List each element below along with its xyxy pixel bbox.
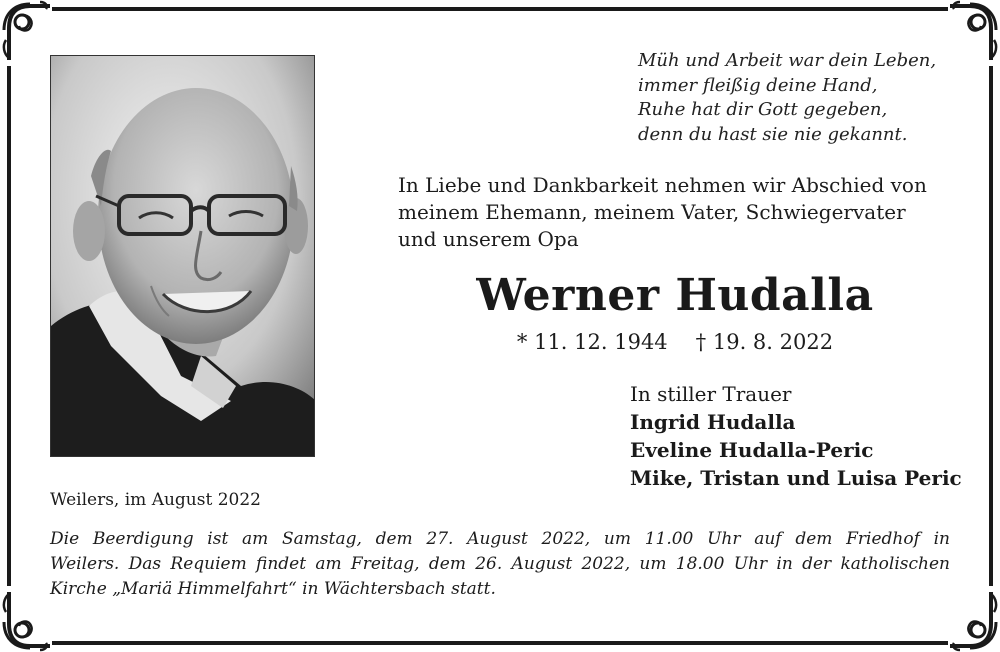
frame-left-line [7,66,11,586]
poem [638,49,978,147]
frame-right-line [989,66,993,586]
frame-bottom-line [52,641,948,645]
intro-line: In Liebe und Dankbarkeit nehmen wir Abschied von [398,173,927,197]
funeral-notice [50,527,950,602]
farewell-intro [398,172,978,253]
death-date: † 19. 8. 2022 [695,330,834,354]
poem-line: Müh und Arbeit war dein Leben, [638,50,937,71]
mourner-name: Mike, Tristan und Luisa Peric [630,466,962,490]
place-date: Weilers, im August 2022 [50,490,261,510]
funeral-line: Weilers. Das Requiem findet am Freitag, dem 26. August 2022, um 18.00 Uhr in der katholischen [50,554,950,574]
poem-line: immer fleißig deine Hand, [638,74,878,96]
mourner-name: Eveline Hudalla-Peric [630,438,874,462]
portrait-illustration [51,56,315,457]
ornamental-corner-icon [950,590,1000,652]
mourners-block [630,380,990,492]
intro-line: meinem Ehemann, meinem Vater, Schwiegervater [398,200,906,224]
mourner-name: Ingrid Hudalla [630,410,796,434]
poem-line: denn du hast sie nie gekannt. [638,123,908,145]
birth-date: * 11. 12. 1944 [516,330,668,354]
poem-line: Ruhe hat dir Gott gegeben, [638,99,888,120]
funeral-line: Die Beerdigung ist am Samstag, dem 27. August 2022, um 11.00 Uhr auf dem Friedhof in [50,529,950,549]
frame-top-line [52,7,948,11]
ornamental-corner-icon [0,590,50,652]
portrait-photo [50,55,315,457]
life-dates [330,330,1000,354]
mourners-heading: In stiller Trauer [630,382,792,406]
ornamental-corner-icon [0,0,50,62]
deceased-name: Werner Hudalla [476,270,874,321]
intro-line: und unserem Opa [398,227,579,251]
funeral-line: Kirche „Mariä Himmelfahrt“ in Wächtersbach statt. [50,579,496,599]
